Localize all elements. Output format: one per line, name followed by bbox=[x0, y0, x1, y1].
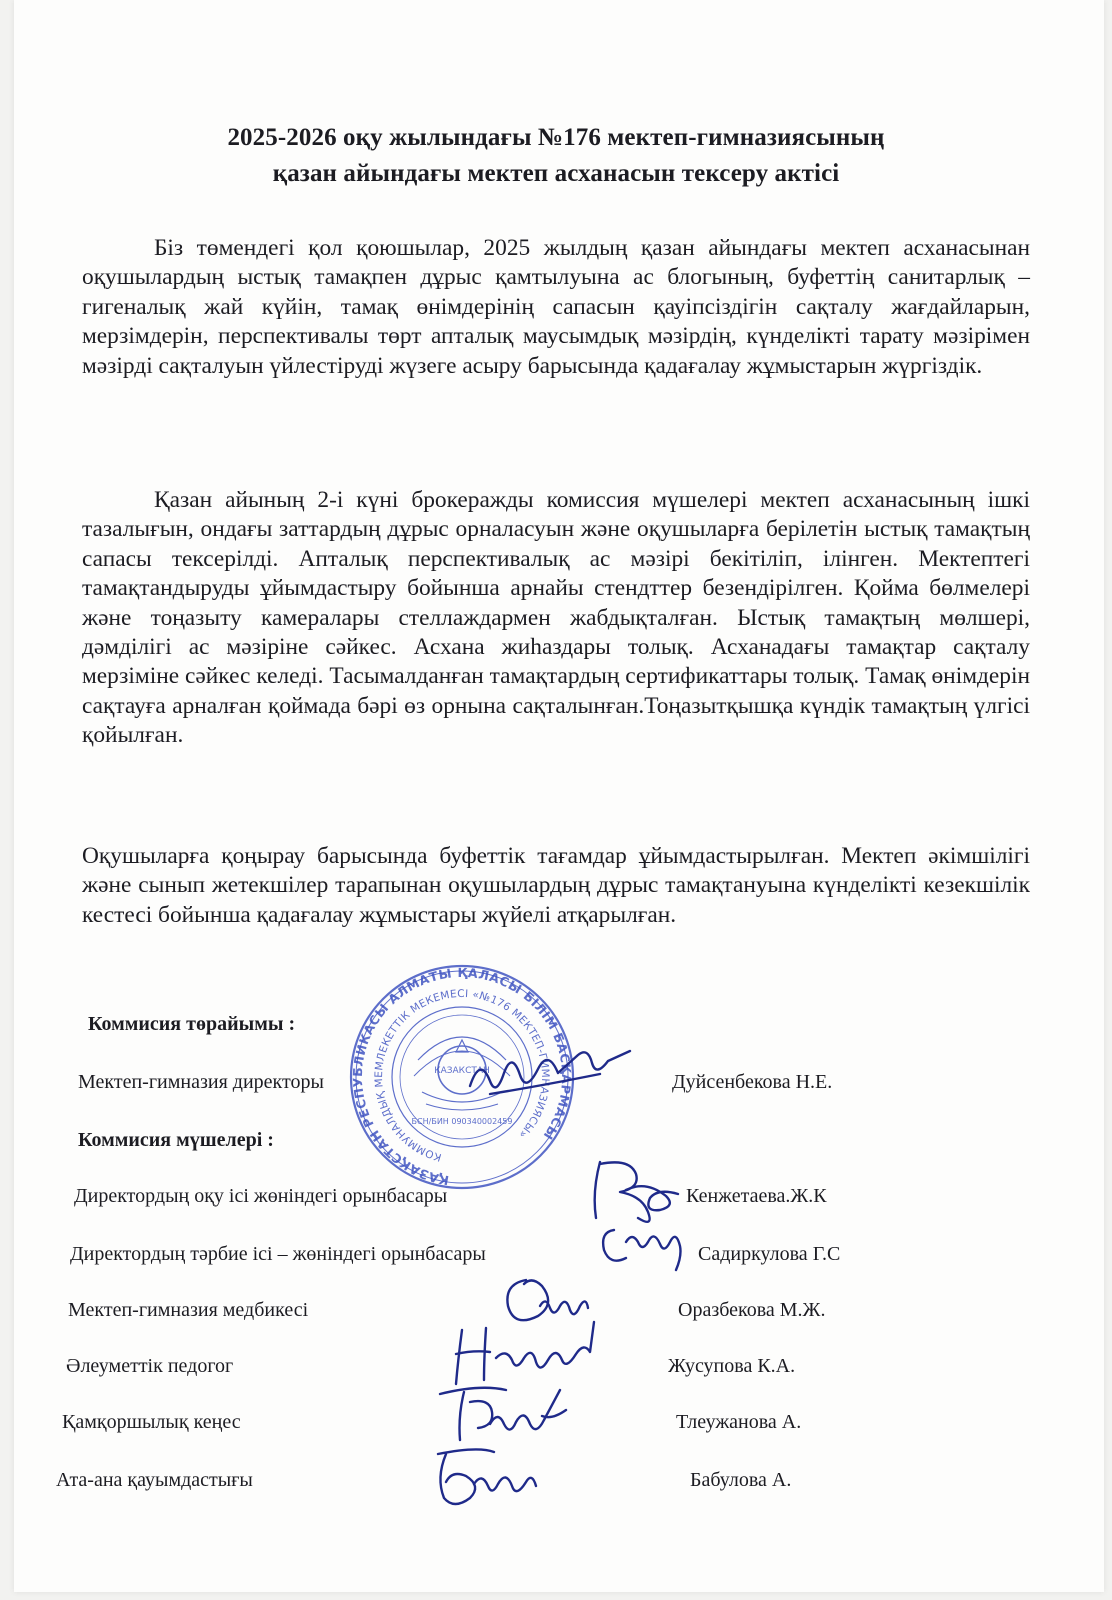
chair-heading: Коммисия төрайымы : bbox=[88, 1013, 296, 1035]
paragraph-text: Қазан айының 2-і күні брокеражды комиссия мүшелері мектеп асханасының ішкі тазалығын, ондағы заттардың дұрыс орналасуын және оқушыларға берілетін ыстық тамақтың сапасы тексерілді. Апталық перспективалық ас мәзірі бекітіліп, ілінген. Мектептегі тамақтандыруды ұйымдастыру бойынша арнайы стендттер безендірілген. Қойма бөлмелері және тоңазыту камералары стеллаждармен жабдықталған. Ыстық тамақтың мөлшері, дәмділігі ас мәзіріне сәйкес. Асхана жиһаздары толық. Асханадағы тамақтар сақталу мерзіміне сәйкес келеді. Тасымалданған тамақтардың сертификаттары толық. Тамақ өнімдерін сақтауға арналған қоймада бәрі өз орнына сақталынған.Тоңазытқышқа күндік тамақтың үлгісі қойылған. bbox=[82, 487, 1030, 749]
members-heading: Коммисия мүшелері : bbox=[78, 1129, 274, 1151]
signature-role: Директордың тәрбие ісі – жөніндегі орынбасары bbox=[70, 1243, 486, 1265]
seal-inner-text: КОММУНАЛДЫҚ МЕМЛЕКЕТТІК МЕКЕМЕСІ «№176 МЕКТЕП-ГИМНАЗИЯСЫ» bbox=[372, 987, 552, 1164]
body-paragraph-1 bbox=[82, 234, 1030, 381]
body-paragraph-3 bbox=[82, 842, 1030, 930]
signature-name: Тлеужанова А. bbox=[676, 1411, 802, 1433]
seal-outer-text: ҚАЗАҚСТАН РЕСПУБЛИКАСЫ АЛМАТЫ ҚАЛАСЫ БІЛІМ БАСҚАРМАСЫ bbox=[349, 964, 575, 1189]
signature-role: Директордың оқу ісі жөніндегі орынбасары bbox=[74, 1185, 448, 1207]
signature-name: Кенжетаева.Ж.К bbox=[686, 1185, 827, 1207]
signature-role: Мектеп-гимназия медбикесі bbox=[68, 1299, 309, 1321]
signature-role: Қамқоршылық кеңес bbox=[62, 1411, 241, 1433]
paragraph-text: Оқушыларға қоңырау барысында буфеттік тағамдар ұйымдастырылған. Мектеп әкімшілігі және сынып жетекшілер тарапынан оқушылардың дұрыс тамақтануына күнделікті кезекшілік кестесі бойынша қадағалау жұмыстары жүйелі атқарылған. bbox=[82, 843, 1030, 928]
seal-bin-text: БСН/БИН 090340002459 bbox=[411, 1117, 513, 1126]
document-title-line-2: қазан айындағы мектеп асханасын тексеру актісі bbox=[272, 160, 840, 187]
signature-name: Дуйсенбекова Н.Е. bbox=[672, 1071, 833, 1093]
body-paragraph-2 bbox=[82, 486, 1030, 751]
signature-name: Бабулова А. bbox=[690, 1469, 792, 1491]
paragraph-text: Біз төмендегі қол қоюшылар, 2025 жылдың қазан айындағы мектеп асханасынан оқушылардың ыстық тамақпен дұрыс қамтылуына ас блогының, буфеттің санитарлық – гигеналық жай күйін, тамақ өнімдерінің сапасын қауіпсіздігін сақталу жағдайларын, мерзімдерін, перспективалы төрт апталық маусымдық мәзірдің, күнделікті тарату мәзірімен мәзірді сақталуын үйлестіруді жүзеге асыру барысында қадағалау жұмыстарын жүргіздік. bbox=[82, 235, 1030, 379]
member-signature-6 bbox=[424, 1440, 544, 1512]
seal-center-text: КАЗАКСТАН bbox=[434, 1066, 490, 1076]
signature-name: Оразбекова М.Ж. bbox=[678, 1299, 826, 1321]
signature-role: Мектеп-гимназия директоры bbox=[78, 1071, 324, 1093]
member-signature-2 bbox=[596, 1214, 696, 1278]
director-signature bbox=[460, 1046, 640, 1116]
signature-name: Жусупова К.А. bbox=[668, 1355, 796, 1377]
member-signature-5 bbox=[430, 1378, 580, 1448]
signature-name: Садиркулова Г.С bbox=[698, 1243, 841, 1265]
document-title-line-1: 2025-2026 оқу жылындағы №176 мектеп-гимназиясының bbox=[227, 124, 885, 151]
signature-role: Әлеуметтік педогог bbox=[66, 1355, 234, 1377]
signature-role: Ата-ана қауымдастығы bbox=[56, 1469, 253, 1491]
